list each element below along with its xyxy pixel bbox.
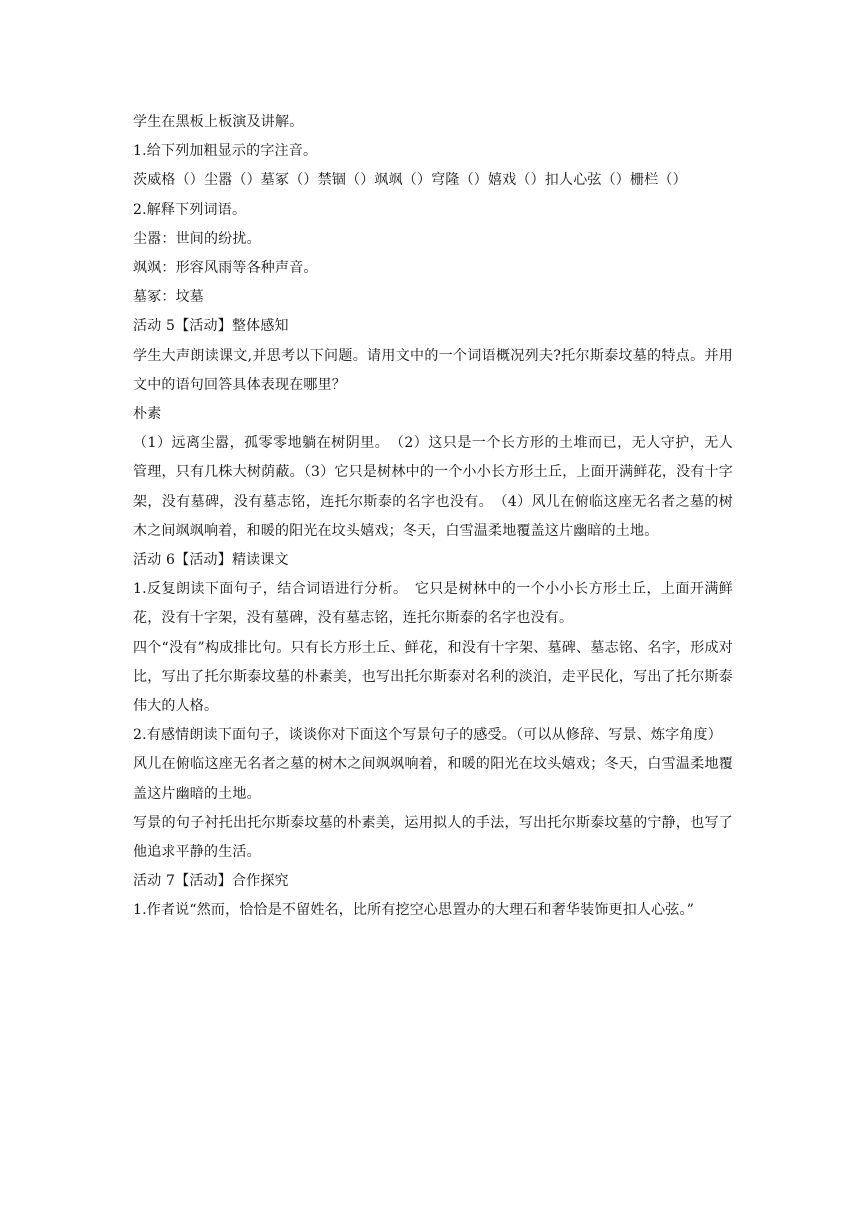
paragraph-activity-7-task-1: 1.作者说“然而，恰恰是不留姓名，比所有挖空心思置办的大理石和奢华装饰更扣人心弦。” [133,902,695,919]
paragraph-analysis-1: 四个“没有”构成排比句。只有长方形土丘、鲜花，和没有十字架、墓碑、墓志铭、名字，形成对比，写出了托尔斯泰坟墓的朴素美，也写出托尔斯泰对名利的淡泊，走平民化，写出了托尔斯泰伟大的人格。 [133,639,733,715]
document-body [133,108,733,926]
heading-activity-7: 活动 7【活动】合作探究 [133,873,289,890]
paragraph-quote: 风儿在俯临这座无名者之墓的树木之间飒飒响着，和暖的阳光在坟头嬉戏；冬天，白雪温柔地覆盖这片幽暗的土地。 [133,756,733,802]
paragraph-question-2: 2.解释下列词语。 [133,201,247,218]
paragraph-analysis-2: 写景的句子衬托出托尔斯泰坟墓的朴素美，运用拟人的手法，写出托尔斯泰坟墓的宁静，也写了他追求平静的生活。 [133,814,733,861]
paragraph-activity-6-task-1: 1.反复朗读下面句子，结合词语进行分析。 它只是树林中的一个小小长方形土丘，上面开满鲜花，没有十字架，没有墓碑，没有墓志铭，连托尔斯泰的名字也没有。 [133,581,733,627]
heading-activity-6: 活动 6【活动】精读课文 [133,552,289,569]
paragraph-definition-chenxiao: 尘嚣：世间的纷扰。 [133,230,261,247]
paragraph-word-list: 茨威格（）尘嚣（）墓冢（）禁锢（）飒飒（）穹隆（）嬉戏（）扣人心弦（）栅栏（） [133,172,687,189]
paragraph-answer-pusu: 朴素 [133,406,162,423]
paragraph-definition-muzhong: 墓冢：坟墓 [133,289,204,306]
paragraph-activity-5-prompt: 学生大声朗读课文,并思考以下问题。请用文中的一个词语概况列夫?托尔斯泰坟墓的特点。并用文中的语句回答具体表现在哪里？ [133,347,733,393]
heading-activity-5: 活动 5【活动】整体感知 [133,318,289,335]
paragraph-activity-6-task-2: 2.有感情朗读下面句子，谈谈你对下面这个写景句子的感受。（可以从修辞、写景、炼字角度） [133,727,722,744]
paragraph-definition-sasa: 飒飒：形容风雨等各种声音。 [133,260,318,277]
paragraph-intro: 学生在黑板上板演及讲解。 [133,114,304,130]
paragraph-evidence-list: （1）远离尘嚣，孤零零地躺在树阴里。 （2）这只是一个长方形的土堆而已，无人守护，无人管理，只有几株大树荫蔽。（3）它只是树林中的一个小小长方形土丘，上面开满鲜花，没有十字架，没有墓碑，没有墓志铭，连托尔斯泰的名字也没有。 （4）风儿在俯临这座无名者之墓的树木之间飒飒响着，和暖的阳光在坟头嬉戏；冬天，白雪温柔地覆盖这片幽暗的土地。 [133,435,733,539]
paragraph-question-1: 1.给下列加粗显示的字注音。 [133,143,318,160]
